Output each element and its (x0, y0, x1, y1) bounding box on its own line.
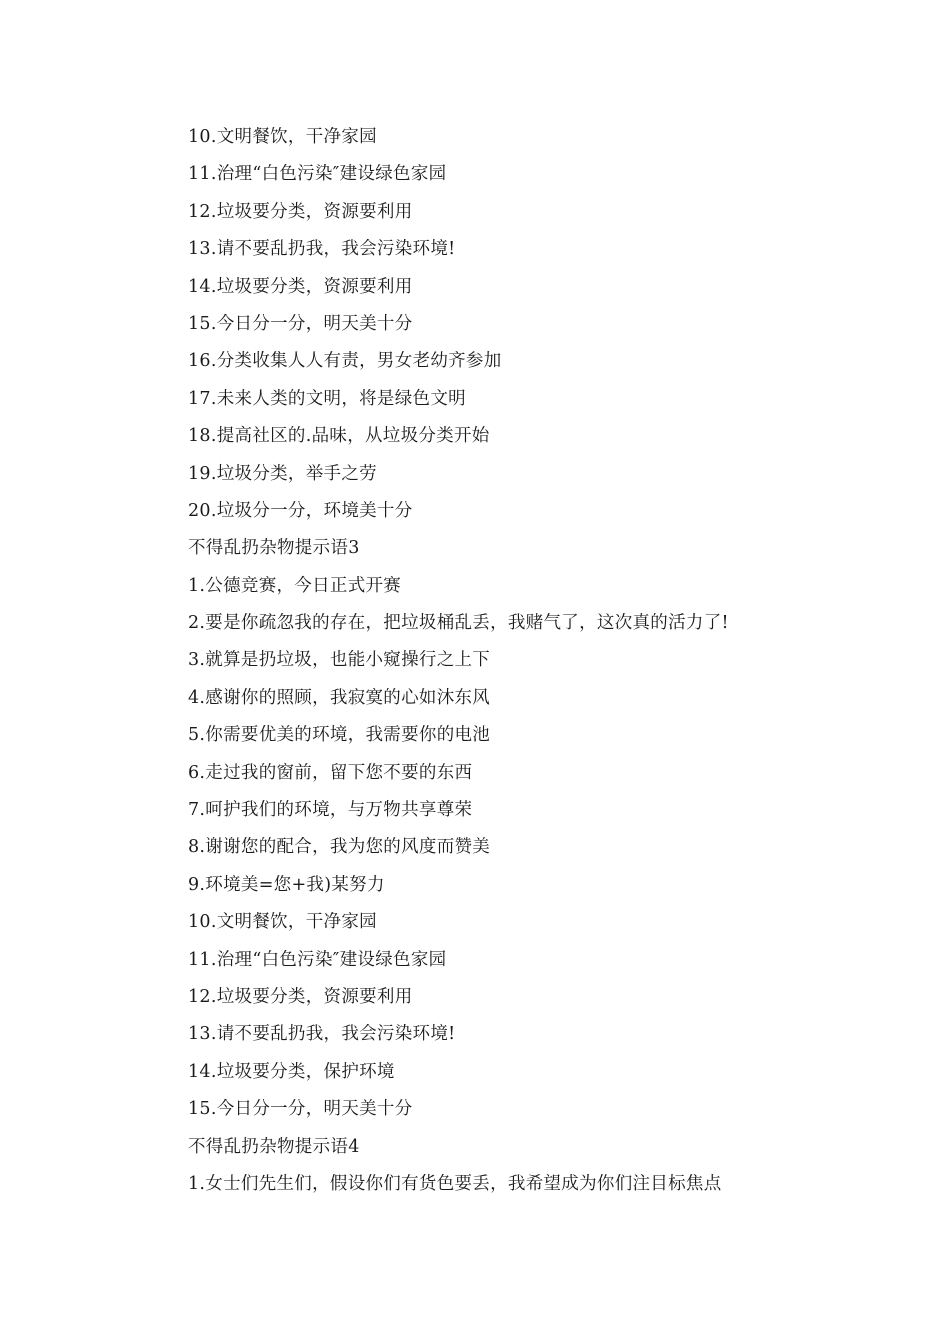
list-item: 2.要是你疏忽我的存在，把垃圾桶乱丢，我赌气了，这次真的活力了! (188, 613, 729, 634)
section-heading: 不得乱扔杂物提示语4 (188, 1136, 360, 1157)
list-item: 9.环境美=您+我)某努力 (188, 874, 385, 895)
list-item: 3.就算是扔垃圾，也能小窥操行之上下 (188, 650, 491, 671)
list-item: 10.文明餐饮，干净家园 (188, 912, 377, 933)
list-item: 1.女士们先生们，假设你们有货色要丢，我希望成为你们注目标焦点 (188, 1173, 722, 1194)
list-item: 12.垃圾要分类，资源要利用 (188, 986, 413, 1007)
list-item: 4.感谢你的照顾，我寂寞的心如沐东风 (188, 687, 491, 708)
list-item: 10.文明餐饮，干净家园 (188, 127, 377, 147)
list-item: 17.未来人类的文明，将是绿色文明 (188, 388, 466, 409)
list-item: 11.治理“白色污染″建设绿色家园 (188, 164, 447, 185)
list-item: 1.公德竞赛，今日正式开赛 (188, 575, 402, 596)
section-heading: 不得乱扔杂物提示语3 (188, 538, 360, 559)
list-item: 19.垃圾分类，举手之劳 (188, 463, 377, 484)
list-item: 7.呵护我们的环境，与万物共享尊荣 (188, 800, 473, 821)
list-item: 11.治理“白色污染″建设绿色家园 (188, 949, 447, 970)
list-item: 15.今日分一分，明天美十分 (188, 1099, 413, 1120)
list-item: 6.走过我的窗前，留下您不要的东西 (188, 762, 473, 783)
list-item: 14.垃圾要分类，保护环境 (188, 1061, 395, 1082)
list-item: 18.提高社区的.品味，从垃圾分类开始 (188, 426, 490, 447)
list-item: 8.谢谢您的配合，我为您的风度而赞美 (188, 837, 491, 858)
list-item: 13.请不要乱扔我，我会污染环境! (188, 1024, 456, 1045)
list-item: 12.垃圾要分类，资源要利用 (188, 201, 413, 222)
list-item: 14.垃圾要分类，资源要利用 (188, 276, 413, 297)
list-item: 13.请不要乱扔我，我会污染环境! (188, 239, 456, 260)
list-item: 5.你需要优美的环境，我需要你的电池 (188, 725, 491, 746)
list-item: 16.分类收集人人有责，男女老幼齐参加 (188, 351, 502, 372)
document-body (188, 119, 888, 1203)
list-item: 20.垃圾分一分，环境美十分 (188, 500, 413, 521)
list-item: 15.今日分一分，明天美十分 (188, 313, 413, 334)
